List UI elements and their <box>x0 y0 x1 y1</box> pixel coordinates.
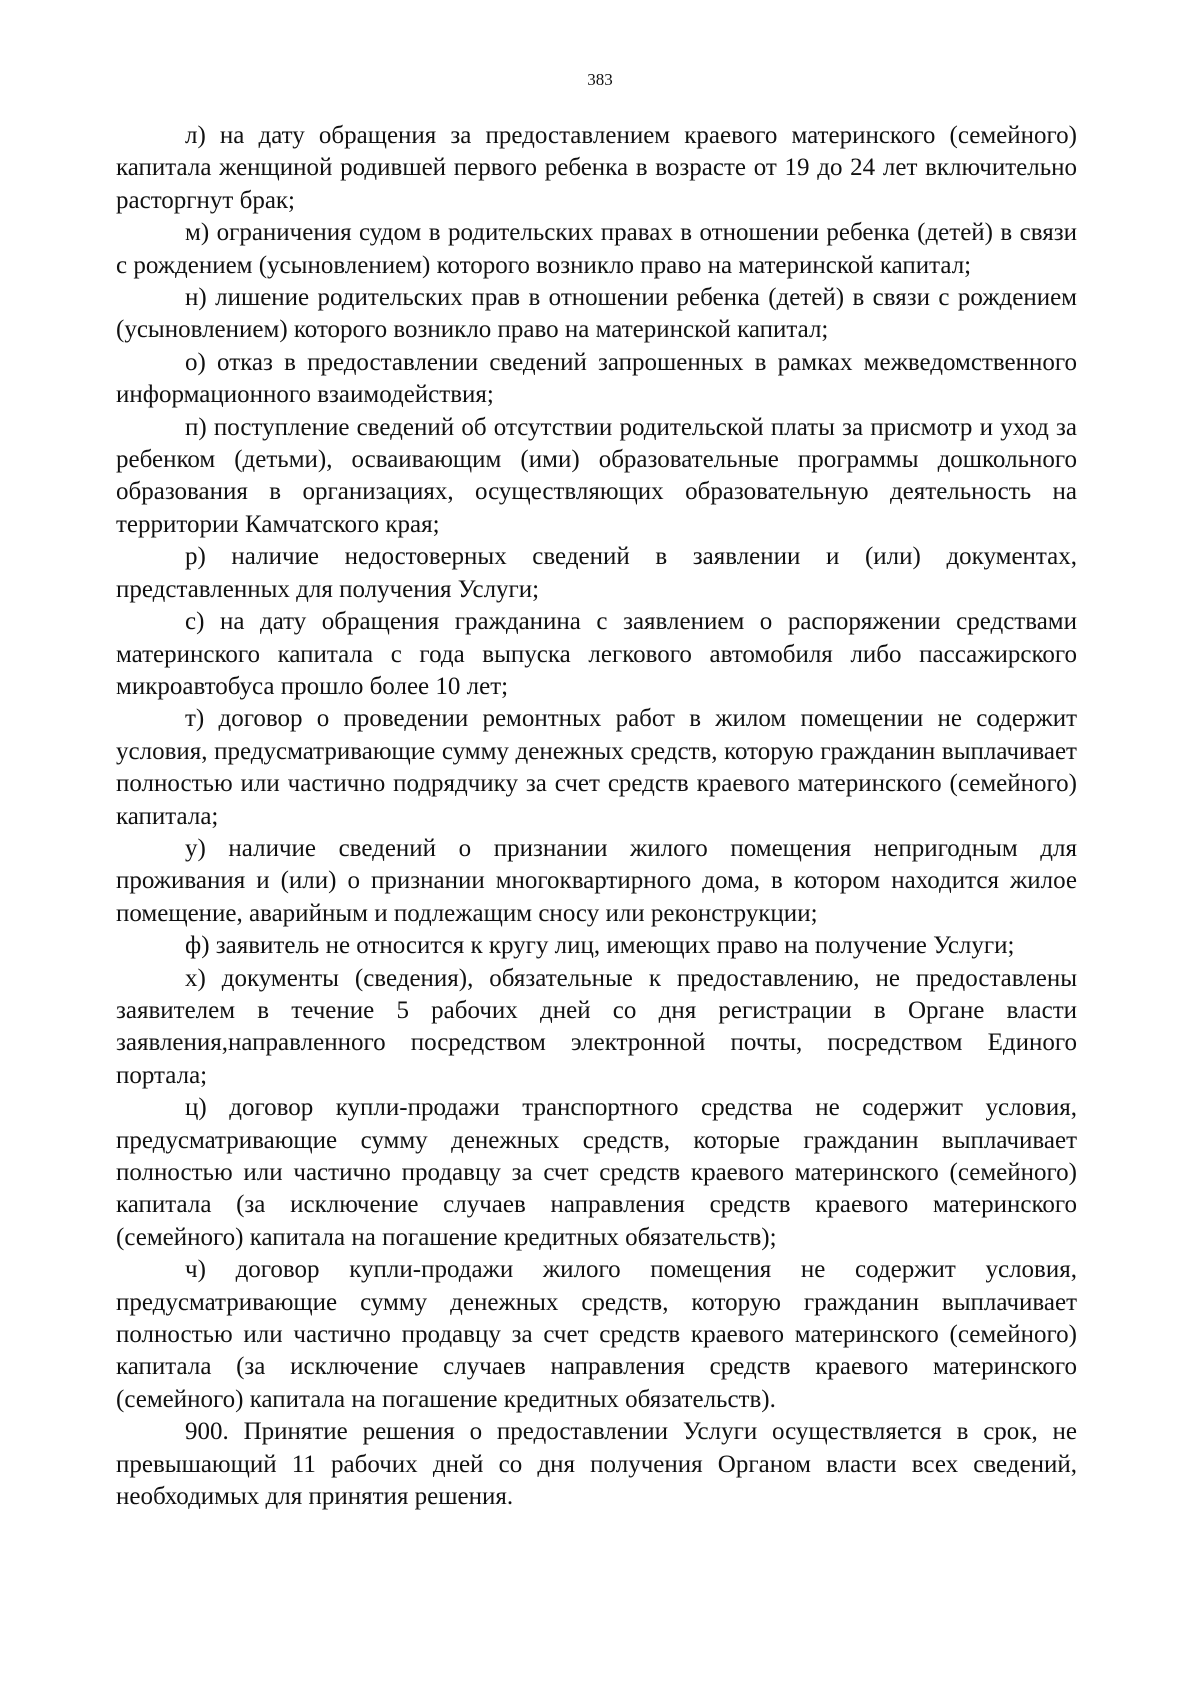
paragraph-ch: ч) договор купли-продажи жилого помещения не содержит условия, предусматривающие сумму денежных средств, которую гражданин выплачивает полностью или частично продавцу за счет средств краевого материнского (семейного) капитала (за исключение случаев направления средств краевого материнского (семейного) капитала на погашение кредитных обязательств). <box>116 1256 1077 1413</box>
paragraph-ts: ц) договор купли-продажи транспортного средства не содержит условия, предусматривающие сумму денежных средств, которые гражданин выплачивает полностью или частично продавцу за счет средств краевого материнского (семейного) капитала (за исключение случаев направления средств краевого материнского (семейного) капитала на погашение кредитных обязательств); <box>116 1094 1077 1251</box>
paragraph-u: у) наличие сведений о признании жилого помещения непригодным для проживания и (или) о признании многоквартирного дома, в котором находится жилое помещение, аварийным и подлежащим сносу или реконструкции; <box>116 834 1077 927</box>
paragraph-f: ф) заявитель не относится к кругу лиц, имеющих право на получение Услуги; <box>185 932 1015 960</box>
paragraph-kh: х) документы (сведения), обязательные к предоставлению, не предоставлены заявителем в течение 5 рабочих дней со дня регистрации в Органе власти заявления,направленного посредством электронной почты, посредством Единого портала; <box>116 964 1077 1089</box>
paragraph-t: т) договор о проведении ремонтных работ в жилом помещении не содержит условия, предусматривающие сумму денежных средств, которую гражданин выплачивает полностью или частично подрядчику за счет средств краевого материнского (семейного) капитала; <box>116 705 1077 830</box>
paragraph-o: о) отказ в предоставлении сведений запрошенных в рамках межведомственного информационного взаимодействия; <box>116 348 1077 409</box>
paragraph-n: н) лишение родительских прав в отношении ребенка (детей) в связи с рождением (усыновлением) которого возникло право на материнской капитал; <box>116 284 1077 344</box>
page-number: 383 <box>587 70 613 89</box>
paragraph-p: п) поступление сведений об отсутствии родительской платы за присмотр и уход за ребенком (детьми), осваивающим (ими) образовательные программы дошкольного образования в организациях, осуществляющих образовательную деятельность на территории Камчатского края; <box>116 413 1077 538</box>
paragraph-s: с) на дату обращения гражданина с заявлением о распоряжении средствами материнского капитала с года выпуска легкового автомобиля либо пассажирского микроавтобуса прошло более 10 лет; <box>116 608 1077 700</box>
document-body <box>116 120 1077 1513</box>
paragraph-900: 900. Принятие решения о предоставлении Услуги осуществляется в срок, не превышающий 11 рабочих дней со дня получения Органом власти всех сведений, необходимых для принятия решения. <box>116 1418 1077 1511</box>
paragraph-l: л) на дату обращения за предоставлением краевого материнского (семейного) капитала женщиной родившей первого ребенка в возрасте от 19 до 24 лет включительно расторгнут брак; <box>116 122 1077 214</box>
paragraph-m: м) ограничения судом в родительских правах в отношении ребенка (детей) в связи с рождением (усыновлением) которого возникло право на материнской капитал; <box>116 219 1077 279</box>
paragraph-r: р) наличие недостоверных сведений в заявлении и (или) документах, представленных для получения Услуги; <box>116 543 1077 603</box>
